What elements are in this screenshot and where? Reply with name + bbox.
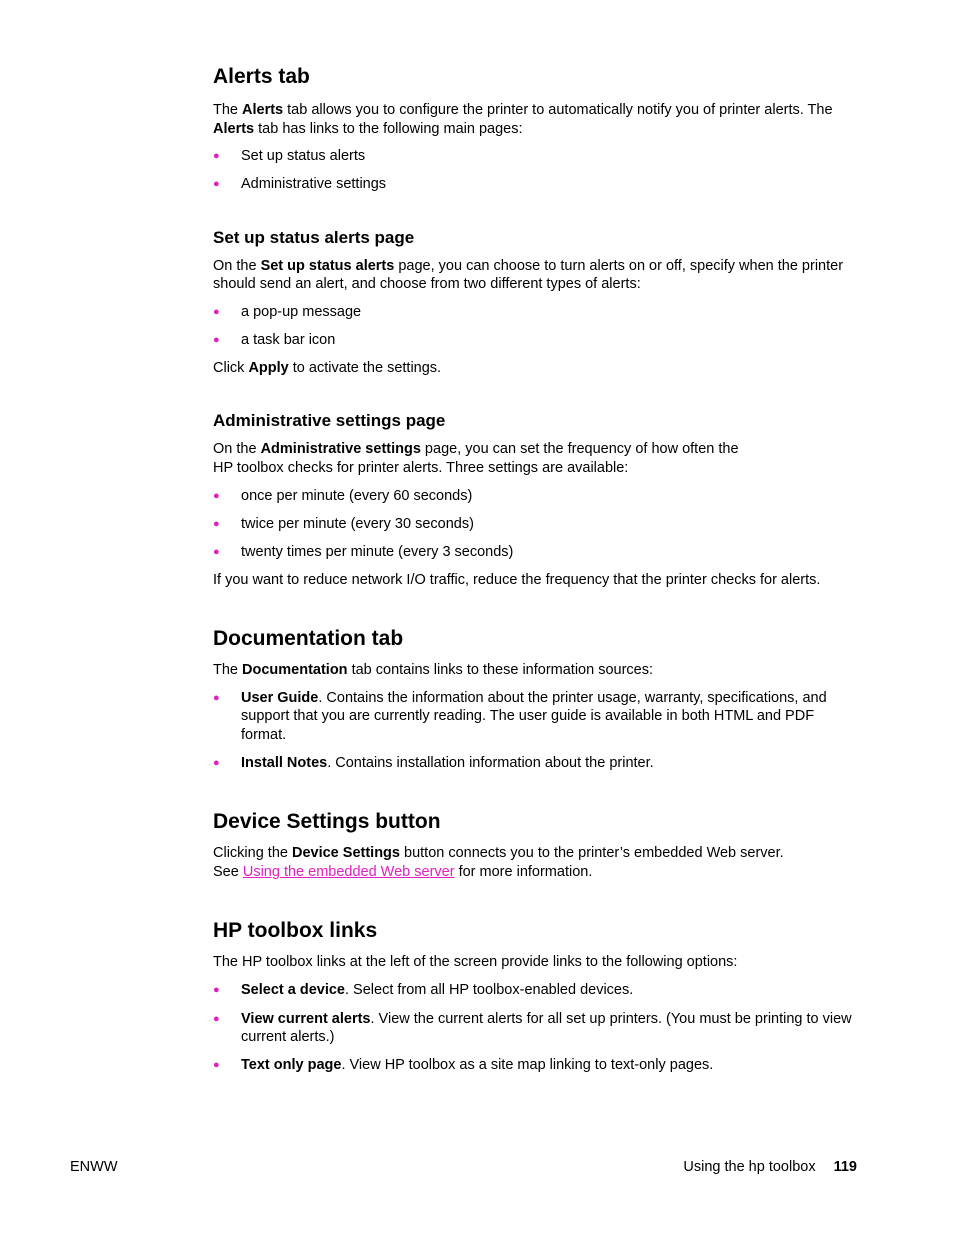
admin-note: If you want to reduce network I/O traffic, reduce the frequency that the printer checks for alerts.: [213, 572, 821, 588]
list-item: ● Install Notes. Contains installation information about the printer.: [213, 754, 654, 771]
list-item: ● Set up status alerts: [213, 148, 366, 164]
bullet-icon: ●: [213, 984, 220, 996]
list-item: ● once per minute (every 60 seconds): [213, 487, 473, 504]
setup-status-alerts-heading: Set up status alerts page: [213, 227, 415, 247]
page-number: 119: [833, 1159, 857, 1175]
alerts-list: [213, 147, 853, 194]
bullet-icon: ●: [213, 178, 220, 190]
list-item: ● Text only page. View HP toolbox as a site map linking to text-only pages.: [213, 1057, 714, 1073]
hp-toolbox-links-heading: HP toolbox links: [213, 919, 378, 942]
footer-right: [683, 1158, 857, 1176]
bullet-icon: ●: [213, 1012, 220, 1025]
device-settings-heading: Device Settings button: [213, 810, 441, 833]
list-item: ● a task bar icon: [213, 331, 336, 348]
bullet-icon: ●: [213, 517, 220, 530]
device-intro: Clicking the Device Settings button connects you to the printer’s embedded Web server. See Using the embedded Web server for more information.: [213, 845, 784, 880]
list-item: ● View current alerts. View the current alerts for all set up printers. (You must be printing to view current alerts.): [213, 1010, 852, 1045]
list-item: ● Administrative settings: [213, 176, 387, 192]
bullet-icon: ●: [213, 489, 220, 502]
bullet-icon: ●: [213, 150, 220, 162]
footer-section-title: Using the hp toolbox: [683, 1159, 816, 1175]
list-item: ● Select a device. Select from all HP toolbox-enabled devices.: [213, 982, 634, 998]
documentation-list: [213, 689, 853, 773]
bullet-icon: ●: [213, 545, 220, 558]
admin-intro: On the Administrative settings page, you can set the frequency of how often the HP toolbox checks for printer alerts. Three settings are available:: [213, 441, 739, 476]
list-item: ● User Guide. Contains the information about the printer usage, warranty, specifications, and support that you are currently reading. The user guide is available in both HTML and PDF format.: [213, 689, 827, 743]
documentation-intro: The Documentation tab contains links to these information sources:: [213, 661, 654, 678]
bullet-icon: ●: [213, 333, 220, 346]
links-list: [213, 981, 853, 1075]
bullet-icon: ●: [213, 305, 220, 318]
documentation-tab-heading: Documentation tab: [213, 626, 404, 650]
footer-enww: ENWW: [70, 1159, 118, 1175]
list-item: ● twice per minute (every 30 seconds): [213, 515, 474, 532]
setup-intro: On the Set up status alerts page, you can choose to turn alerts on or off, specify when the printer should send an alert, and choose from two different types of alerts:: [213, 257, 844, 292]
list-item: ● twenty times per minute (every 3 seconds): [213, 543, 514, 560]
list-item: ● a pop-up message: [213, 303, 362, 320]
links-intro: The HP toolbox links at the left of the screen provide links to the following options:: [213, 954, 738, 970]
admin-list: [213, 487, 853, 562]
alerts-intro: The Alerts tab allows you to configure the printer to automatically notify you of printer alerts. The Alerts tab has links to the following main pages:: [213, 102, 833, 137]
embedded-web-server-link[interactable]: Using the embedded Web server: [242, 863, 455, 880]
alerts-tab-heading: Alerts tab: [213, 65, 310, 88]
bullet-icon: ●: [213, 1059, 220, 1071]
page-content: [213, 63, 853, 1075]
bullet-icon: ●: [213, 756, 220, 769]
admin-settings-heading: Administrative settings page: [213, 411, 446, 430]
setup-list: [213, 303, 853, 350]
bullet-icon: ●: [213, 691, 220, 704]
setup-apply-note: Click Apply to activate the settings.: [213, 359, 442, 376]
